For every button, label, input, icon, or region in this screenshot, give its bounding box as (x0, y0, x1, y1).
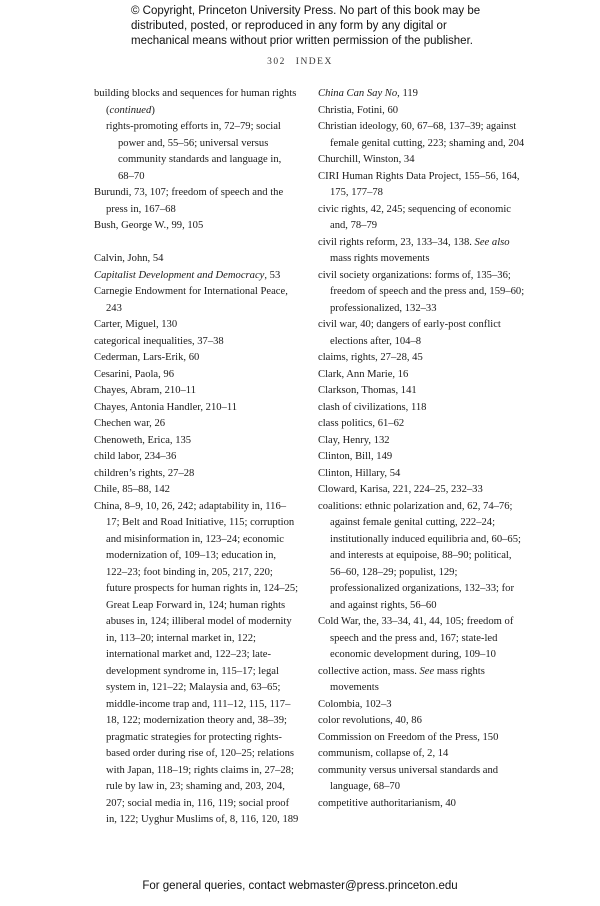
index-entry-text: Christian ideology, 60, 67–68, 137–39; against female genital cutting, 223; shaming and, 204 (318, 121, 525, 149)
index-entry (318, 416, 525, 433)
index-entry-text: community versus universal standards and language, 68–70 (318, 764, 499, 792)
index-entry (318, 664, 525, 697)
index-entry (318, 449, 525, 466)
index-entry-text: Carnegie Endowment for International Peace, 243 (94, 286, 288, 314)
index-entry (318, 400, 525, 417)
index-entry-text: Cesarini, Paola, 96 (94, 368, 175, 380)
index-entry-text: collective action, mass. (318, 665, 420, 677)
index-entry-text: rights-promoting efforts in, 72–79; social power and, 55–56; universal versus community standards and language in, 68–70 (106, 121, 282, 182)
index-entry-text: clash of civilizations, 118 (318, 401, 427, 413)
index-entry (94, 251, 299, 268)
index-column-right (318, 86, 525, 812)
index-entry (94, 416, 299, 433)
index-entry (318, 202, 525, 235)
index-entry (94, 317, 299, 334)
index-entry-text: , 53 (264, 269, 281, 281)
index-entry (94, 400, 299, 417)
index-entry (318, 317, 525, 350)
index-entry (318, 383, 525, 400)
index-entry-text: civil war, 40; dangers of early-post conflict elections after, 104–8 (318, 319, 501, 347)
index-entry-text: Chenoweth, Erica, 135 (94, 434, 192, 446)
index-entry (318, 713, 525, 730)
index-entry (94, 482, 299, 499)
index-entry-italic: Capitalist Development and Democracy (94, 269, 265, 281)
index-entry-text: civil rights reform, 23, 133–34, 138. (318, 236, 475, 248)
index-entry (94, 86, 299, 119)
index-entry-text: Chayes, Antonia Handler, 210–11 (94, 401, 238, 413)
index-entry (318, 86, 525, 103)
index-entry-italic: China Can Say No (318, 88, 398, 99)
index-entry-text: , 119 (397, 88, 418, 99)
index-entry-text: mass rights movements (330, 253, 430, 264)
index-entry (318, 119, 525, 152)
index-entry-text: Clarkson, Thomas, 141 (318, 385, 417, 396)
running-head-title: INDEX (295, 57, 333, 67)
index-entry-text: Burundi, 73, 107; freedom of speech and the press in, 167–68 (94, 187, 284, 215)
index-entry-text: ) (151, 104, 155, 116)
index-entry-text: building blocks and sequences for human rights ( (94, 88, 297, 116)
index-entry-text: Calvin, John, 54 (94, 253, 164, 264)
index-entry-text: Clinton, Hillary, 54 (318, 467, 401, 479)
index-entry (94, 449, 299, 466)
index-entry-text: child labor, 234–36 (94, 451, 177, 462)
footer-contact: For general queries, contact webmaster@press.princeton.edu (142, 880, 458, 892)
index-entry (318, 614, 525, 664)
index-entry (318, 169, 525, 202)
index-entry-text: class politics, 61–62 (318, 418, 405, 429)
index-entry-text: Christia, Fotini, 60 (318, 104, 399, 116)
index-entry (318, 730, 525, 747)
index-entry-text: civil society organizations: forms of, 135–36; freedom of speech and the press and, 159–60; professionalized, 132–33 (318, 269, 525, 314)
index-entry (318, 103, 525, 120)
index-entry (94, 284, 299, 317)
index-entry (318, 152, 525, 169)
page-number: 302 (267, 57, 286, 67)
index-entry-text: Carter, Miguel, 130 (94, 319, 178, 330)
index-entry (94, 334, 299, 351)
index-entry (94, 268, 299, 285)
index-entry (318, 746, 525, 763)
index-entry-text: mass rights movements (330, 665, 485, 693)
index-entry-italic: See (419, 665, 435, 677)
index-entry (94, 218, 299, 235)
index-entry-text: Cloward, Karisa, 221, 224–25, 232–33 (318, 484, 483, 495)
index-entry (318, 433, 525, 450)
index-entry-text: China, 8–9, 10, 26, 242; adaptability in, 116–17; Belt and Road Initiative, 115; corruption and misinformation in, 123–24; economic modernization of, 109–13; education in, 122–23; foot binding in, 205, 217, 220; future prospects for human rights in, 124–25; Great Leap Forward in, 124; human rights abuses in, 124; illiberal model of modernity in, 113–20; internal market in, 122; international market and, 122–23; late-development syndrome in, 115–17; legal system in, 121–22; Malaysia and, 63–65; middle-income trap and, 111–12, 115, 117–18, 122; modernization theory and, 38–39; pragmatic strategies for protecting rights-based order during rise of, 120–25; relations with Japan, 118–19; rights claims in, 27–28; rule by law in, 23; shaming and, 203, 204, 207; social media in, 116, 119; social proof in, 122; Uyghur Muslims of, 8, 116, 120, 189 (94, 500, 299, 825)
index-entry (94, 119, 299, 185)
index-entry-text: color revolutions, 40, 86 (318, 715, 422, 726)
index-entry-text: coalitions: ethnic polarization and, 62, 74–76; against female genital cutting, 222–24; institutionally induced equilibria and, 60–65; and interests at equipoise, 88–90; political, 56–60, 128–29; populist, 129; professionalized organizations, 132–33; for and against rights, 56–60 (318, 500, 521, 611)
index-entry (94, 433, 299, 450)
index-entry-text: Clay, Henry, 132 (318, 434, 390, 446)
index-entry (94, 367, 299, 384)
index-entry (318, 367, 525, 384)
index-entry-text: Clark, Ann Marie, 16 (318, 368, 409, 380)
index-entry (94, 185, 299, 218)
index-entry-text: competitive authoritarianism, 40 (318, 797, 456, 809)
index-entry-text: civic rights, 42, 245; sequencing of economic and, 78–79 (318, 203, 511, 231)
running-head (0, 57, 600, 67)
index-entry (318, 499, 525, 615)
index-entry (318, 763, 525, 796)
index-entry-text: Commission on Freedom of the Press, 150 (318, 731, 499, 743)
copyright-notice: © Copyright, Princeton University Press. No part of this book may be distributed, posted, or reproduced in any form by any digital or mechanical means without prior written permission of the publisher. (131, 5, 481, 47)
index-entry-text: CIRI Human Rights Data Project, 155–56, 164, 175, 177–78 (318, 170, 520, 198)
index-entry (318, 350, 525, 367)
index-entry (318, 796, 525, 813)
index-entry (318, 466, 525, 483)
index-entry (318, 697, 525, 714)
index-entry-text: Bush, George W., 99, 105 (94, 220, 204, 231)
index-entry-text: children’s rights, 27–28 (94, 467, 195, 479)
index-entry-text: Chile, 85–88, 142 (94, 484, 170, 495)
index-entry-italic: See also (474, 236, 510, 248)
index-entry-text: Clinton, Bill, 149 (318, 451, 393, 462)
index-entry (318, 482, 525, 499)
index-entry (318, 235, 525, 268)
index-entry (94, 466, 299, 483)
index-entry-text: categorical inequalities, 37–38 (94, 335, 224, 347)
index-entry (94, 499, 299, 829)
index-entry-text: claims, rights, 27–28, 45 (318, 352, 423, 363)
index-entry-text: Colombia, 102–3 (318, 698, 392, 710)
index-column-left (94, 86, 299, 829)
index-entry-italic: continued (109, 104, 152, 116)
index-entry (94, 383, 299, 400)
index-entry-text: Cold War, the, 33–34, 41, 44, 105; freedom of speech and the press and, 167; state-led economic development during, 109–10 (318, 616, 514, 660)
index-entry-text: Churchill, Winston, 34 (318, 154, 415, 165)
index-entry-text: Cederman, Lars-Erik, 60 (94, 352, 200, 363)
index-entry-text: Chayes, Abram, 210–11 (94, 385, 197, 396)
index-entry (94, 350, 299, 367)
index-entry-text: Chechen war, 26 (94, 418, 166, 429)
index-entry-text: communism, collapse of, 2, 14 (318, 748, 449, 759)
index-entry (318, 268, 525, 318)
